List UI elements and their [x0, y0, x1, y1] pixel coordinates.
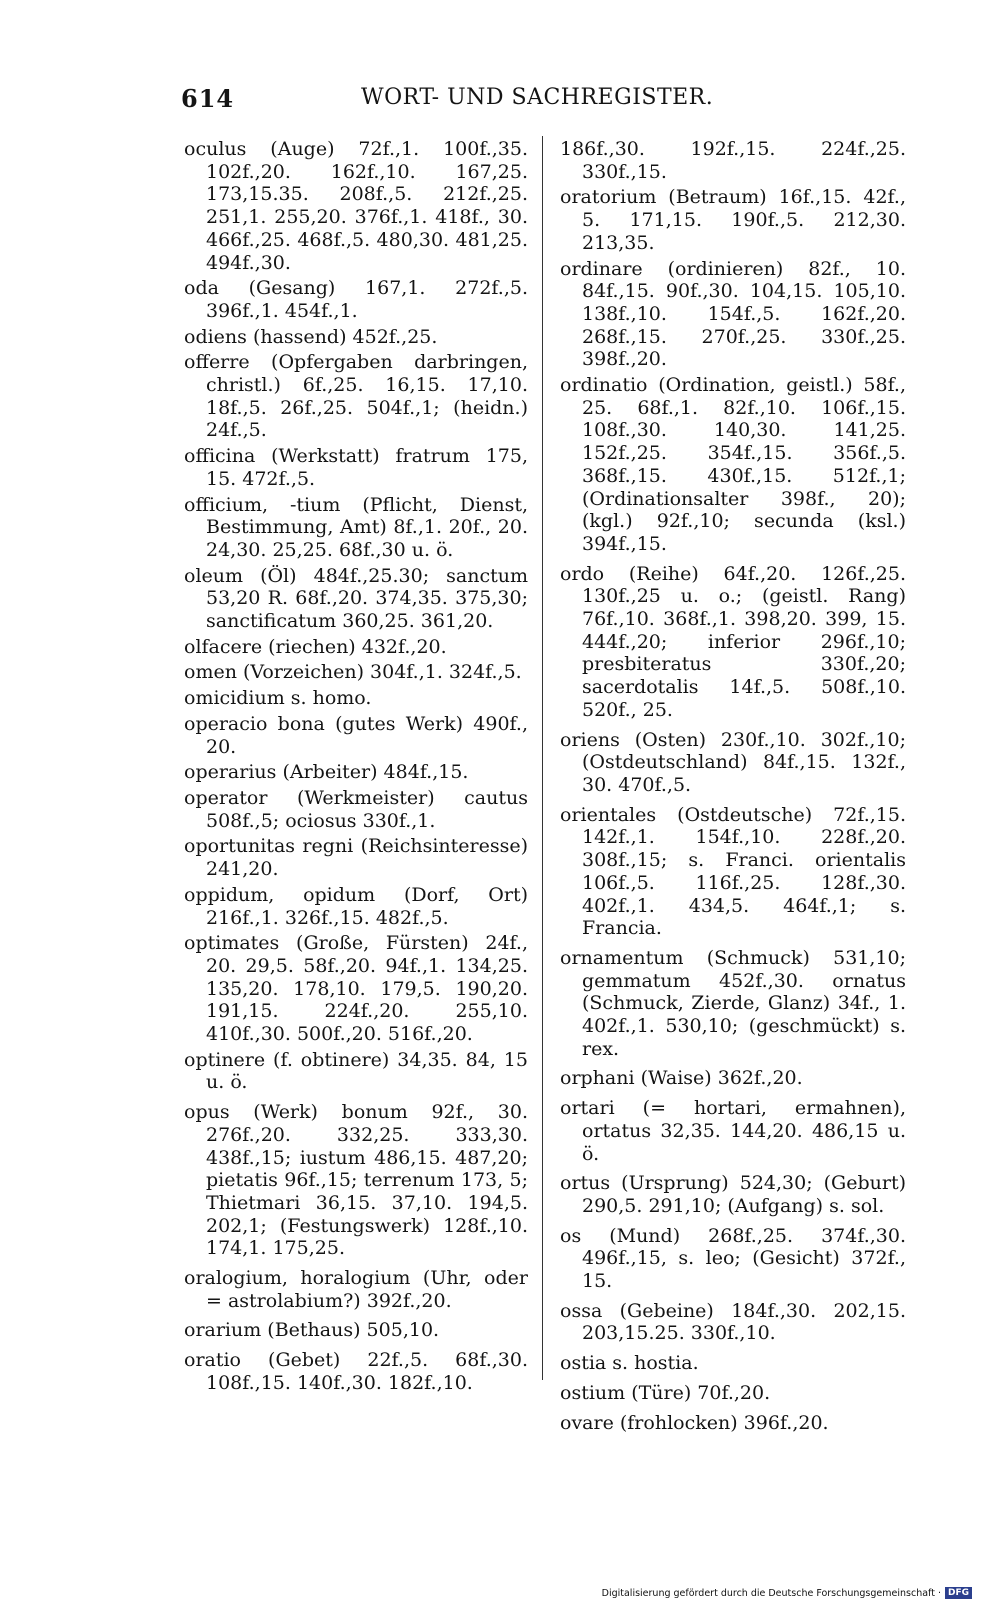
index-entry: operacio bona (gutes Werk) 490f., 20.	[184, 712, 528, 758]
index-entry: officina (Werkstatt) fratrum 175, 15. 472f.,5.	[184, 445, 528, 490]
index-entry: ortus (Ursprung) 524,30; (Geburt) 290,5. 291,10; (Aufgang) s. sol.	[560, 1172, 906, 1217]
index-entry: oportunitas regni (Reichsinteresse) 241,20.	[184, 835, 528, 881]
page-number: 614	[181, 84, 235, 113]
index-entry: oralogium, horalogium (Uhr, oder = astrolabium?) 392f.,20.	[184, 1267, 528, 1312]
index-entry: ostia s. hostia.	[560, 1352, 699, 1375]
index-entry: oratorium (Betraum) 16f.,15. 42f., 5. 171,15. 190f.,5. 212,30. 213,35.	[560, 186, 906, 254]
index-entry: ordinatio (Ordination, geistl.) 58f., 25. 68f.,1. 82f.,10. 106f.,15. 108f.,30. 140,30. 141,25. 152f.,25. 354f.,15. 356f.,5. 368f.,15. 430f.,15. 512f.,1; (Ordinationsalter 398f., 20); (kgl.) 92f.,10; secunda (ksl.) 394f.,15.	[560, 374, 906, 555]
index-entry: opus (Werk) bonum 92f., 30. 276f.,20. 332,25. 333,30. 438f.,15; iustum 486,15. 487,20; pietatis 96f.,15; terrenum 173, 5; Thietmari 36,15. 37,10. 194,5. 202,1; (Festungswerk) 128f.,10. 174,1. 175,25.	[184, 1101, 528, 1260]
index-entry: orientales (Ostdeutsche) 72f.,15. 142f.,1. 154f.,10. 228f.,20. 308f.,15; s. Franci. orientalis 106f.,5. 116f.,25. 128f.,30. 402f.,1. 434,5. 464f.,1; s. Francia.	[560, 803, 906, 940]
index-entry: oda (Gesang) 167,1. 272f.,5. 396f.,1. 454f.,1.	[184, 277, 528, 322]
index-entry: oratio (Gebet) 22f.,5. 68f.,30. 108f.,15. 140f.,30. 182f.,10.	[184, 1349, 528, 1394]
index-entry: os (Mund) 268f.,25. 374f.,30. 496f.,15, s. leo; (Gesicht) 372f., 15.	[560, 1224, 906, 1293]
index-entry: offerre (Opfergaben darbringen, christl.) 6f.,25. 16,15. 17,10. 18f.,5. 26f.,25. 504f.,1; (heidn.) 24f.,5.	[184, 351, 528, 442]
index-entry: 186f.,30. 192f.,15. 224f.,25. 330f.,15.	[560, 138, 906, 183]
column-divider	[542, 136, 543, 1380]
index-entry: oppidum, opidum (Dorf, Ort) 216f.,1. 326f.,15. 482f.,5.	[184, 883, 528, 929]
index-entry: oriens (Osten) 230f.,10. 302f.,10; (Ostdeutschland) 84f.,15. 132f., 30. 470f.,5.	[560, 728, 906, 796]
index-entry: optimates (Große, Fürsten) 24f., 20. 29,5. 58f.,20. 94f.,1. 134,25. 135,20. 178,10. 179,5. 190,20. 191,15. 224f.,20. 255,10. 410f.,30. 500f.,20. 516f.,20.	[184, 932, 528, 1046]
index-entry: olfacere (riechen) 432f.,20.	[184, 635, 447, 658]
dfg-logo: DFG	[945, 1587, 972, 1599]
digitization-footer	[602, 1587, 972, 1599]
index-entry: oculus (Auge) 72f.,1. 100f.,35. 102f.,20. 162f.,10. 167,25. 173,15.35. 208f.,5. 212f.,25. 251,1. 255,20. 376f.,1. 418f., 30. 466f.,25. 468f.,5. 480,30. 481,25. 494f.,30.	[184, 138, 528, 274]
footer-text: Digitalisierung gefördert durch die Deutsche Forschungsgemeinschaft ·	[601, 1587, 941, 1599]
index-entry: orarium (Bethaus) 505,10.	[184, 1319, 440, 1342]
index-entry: operator (Werkmeister) cautus 508f.,5; ociosus 330f.,1.	[184, 786, 528, 832]
index-entry: orphani (Waise) 362f.,20.	[560, 1067, 803, 1090]
index-entry: ostium (Türe) 70f.,20.	[560, 1381, 771, 1404]
index-entry: ovare (frohlocken) 396f.,20.	[560, 1411, 829, 1434]
index-entry: optinere (f. obtinere) 34,35. 84, 15 u. ö.	[184, 1048, 528, 1094]
index-entry: officium, -tium (Pflicht, Dienst, Bestimmung, Amt) 8f.,1. 20f., 20. 24,30. 25,25. 68f.,30 u. ö.	[184, 493, 528, 561]
index-entry: operarius (Arbeiter) 484f.,15.	[184, 761, 469, 784]
index-entry: ordo (Reihe) 64f.,20. 126f.,25. 130f.,25 u. o.; (geistl. Rang) 76f.,10. 368f.,1. 398,20. 399, 15. 444f.,20; inferior 296f.,10; presbiteratus 330f.,20; sacerdotalis 14f.,5. 508f.,10. 520f., 25.	[560, 562, 906, 721]
index-entry: ossa (Gebeine) 184f.,30. 202,15. 203,15.25. 330f.,10.	[560, 1299, 906, 1345]
index-entry: omicidium s. homo.	[184, 687, 372, 710]
left-column	[184, 138, 528, 1398]
index-entry: odiens (hassend) 452f.,25.	[184, 325, 438, 348]
index-entry: ornamentum (Schmuck) 531,10; gemmatum 452f.,30. ornatus (Schmuck, Zierde, Glanz) 34f., 1. 402f.,1. 530,10; (geschmückt) s. rex.	[560, 946, 906, 1060]
index-entry: ordinare (ordinieren) 82f., 10. 84f.,15. 90f.,30. 104,15. 105,10. 138f.,10. 154f.,5. 162f.,20. 268f.,15. 270f.,25. 330f.,25. 398f.,20.	[560, 257, 906, 371]
page-title: WORT- UND SACHREGISTER.	[361, 85, 714, 110]
index-entry: omen (Vorzeichen) 304f.,1. 324f.,5.	[184, 661, 522, 684]
index-entry: oleum (Öl) 484f.,25.30; sanctum 53,20 R. 68f.,20. 374,35. 375,30; sanctificatum 360,25. 361,20.	[184, 564, 528, 633]
index-entry: ortari (= hortari, ermahnen), ortatus 32,35. 144,20. 486,15 u. ö.	[560, 1097, 906, 1165]
right-column	[560, 138, 906, 1437]
